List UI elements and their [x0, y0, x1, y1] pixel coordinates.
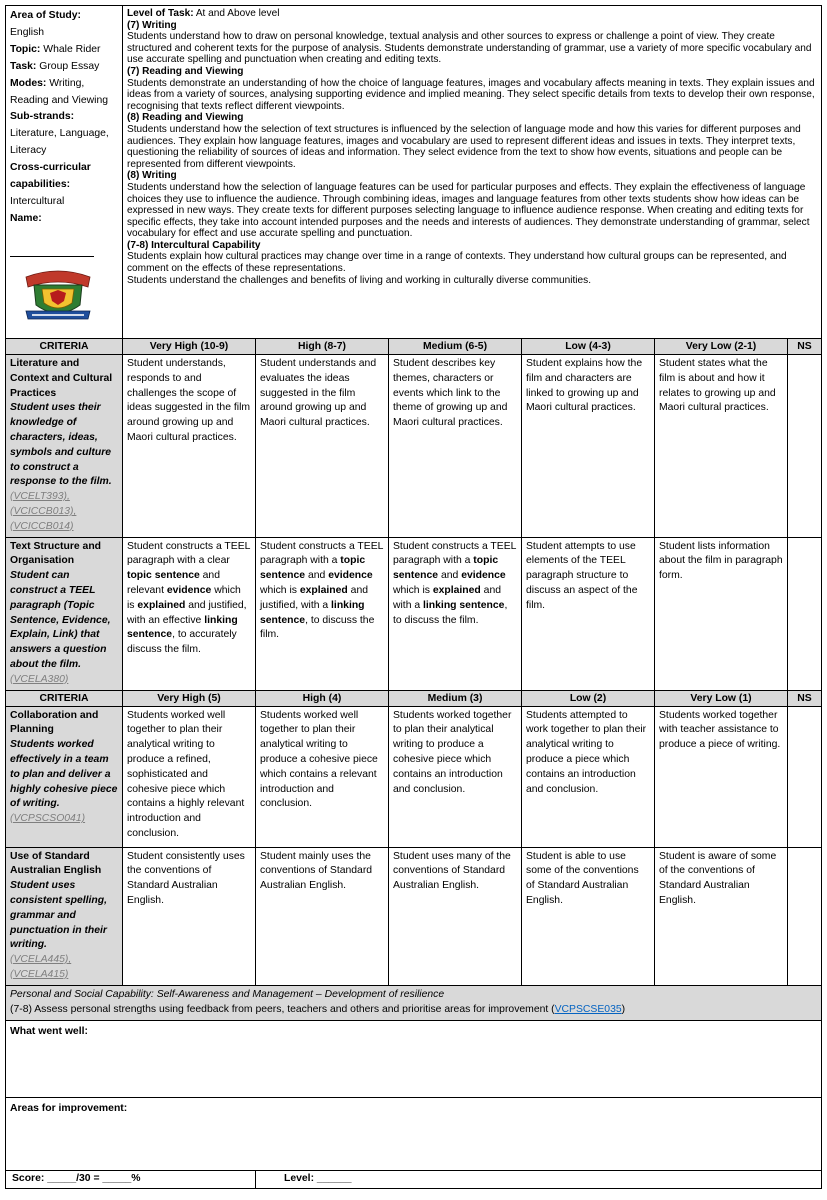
- criteria-description: Student can construct a TEEL paragraph (Topic Sentence, Evidence, Explain, Link) that answers a question about the film.: [10, 570, 111, 670]
- criteria-header-row-1: [6, 339, 822, 355]
- low-cell[interactable]: Student explains how the film and characters are linked to growing up and Maori cultural practices.: [522, 355, 655, 538]
- rubric-keyword: explained: [137, 599, 186, 611]
- rubric-text: , to accurately discuss the film.: [127, 629, 237, 656]
- rubric-keyword: explained: [432, 584, 481, 596]
- curriculum-code: (VCELA380): [10, 673, 69, 685]
- criteria-header: CRITERIA: [6, 690, 123, 706]
- topic-value: Whale Rider: [40, 43, 101, 55]
- rubric-text: which is: [260, 584, 300, 596]
- high-header: High (8-7): [256, 339, 389, 355]
- rubric-text: and with a: [393, 584, 502, 611]
- medium-header: Medium (6-5): [389, 339, 522, 355]
- ns-cell[interactable]: [788, 355, 822, 538]
- rubric-sheet: [5, 5, 821, 1189]
- modes-value: Writing, Reading and Viewing: [10, 77, 109, 106]
- medium-cell[interactable]: Student uses many of the conventions of Standard Australian English.: [389, 847, 522, 985]
- curriculum-code: (VCICCB013),: [10, 505, 77, 517]
- improvement-label: Areas for improvement:: [10, 1103, 128, 1115]
- section-8-reading-heading: (8) Reading and Viewing: [127, 112, 244, 124]
- section-8-reading-text: Students understand how the selection of text structures is influenced by the selection of language mode and how this varies for different purposes and audiences. They explain how language features, images and vocabulary are used to represent different ideas and issues in texts. They interpret texts, questioning the reliability of sources of ideas and information. They select evidence from the text to show how events, situations and people can be represented from different viewpoints.: [127, 123, 801, 170]
- high-cell[interactable]: [256, 537, 389, 690]
- rubric-text: and: [438, 570, 462, 582]
- rubric-text: and relevant: [127, 570, 220, 596]
- curriculum-link[interactable]: VCPSCSE035: [554, 1003, 622, 1015]
- very-high-cell[interactable]: Student consistently uses the conventions of Standard Australian English.: [123, 847, 256, 985]
- rubric-text: which is: [393, 584, 433, 596]
- level-cell[interactable]: Level: ______: [256, 1171, 822, 1189]
- high-cell[interactable]: Student understands and evaluates the ideas suggested in the film around growing up and Maori cultural practices.: [256, 355, 389, 538]
- table-row: [6, 355, 822, 538]
- intercultural-heading: (7-8) Intercultural Capability: [127, 239, 261, 251]
- substrands-value: Literature, Language, Literacy: [10, 128, 109, 157]
- rubric-keyword: topic sentence: [260, 555, 366, 582]
- level-of-task-panel: [123, 6, 822, 339]
- personal-capability-cell: [6, 985, 822, 1021]
- rubric-keyword: evidence: [166, 584, 212, 596]
- very-low-header: Very Low (1): [655, 690, 788, 706]
- low-cell[interactable]: Student is able to use some of the conventions of Standard Australian English.: [522, 847, 655, 985]
- criteria-cell: [6, 355, 123, 538]
- curriculum-code: (VCICCB014): [10, 520, 74, 532]
- very-low-cell[interactable]: Student lists information about the film in paragraph form.: [655, 537, 788, 690]
- curriculum-code: (VCELA445),: [10, 954, 72, 966]
- personal-capability-title: Personal and Social Capability: Self-Awareness and Management – Development of resilience: [10, 988, 445, 1000]
- score-cell[interactable]: Score: _____/30 = _____%: [6, 1171, 256, 1189]
- rubric-text: which is: [127, 584, 241, 611]
- low-cell[interactable]: Student attempts to use elements of the TEEL paragraph structure to discuss an aspect of the film.: [522, 537, 655, 690]
- personal-capability-body: (7-8) Assess personal strengths using feedback from peers, teachers and others and prioritise areas for improvement (: [10, 1003, 555, 1015]
- table-row: [6, 706, 822, 847]
- section-7-reading-text: Students demonstrate an understanding of how the choice of language features, images and vocabulary affects meaning in texts. They explain issues and ideas from a variety of sources, analysing supporting evidence and implied meaning. They select specific details from texts to develop their own response, recognising that texts reflect different viewpoints.: [127, 77, 815, 112]
- curriculum-code: (VCPSCSO041): [10, 813, 86, 825]
- ns-header: NS: [788, 690, 822, 706]
- section-7-reading-heading: (7) Reading and Viewing: [127, 65, 244, 77]
- high-header: High (4): [256, 690, 389, 706]
- medium-cell[interactable]: [389, 537, 522, 690]
- criteria-title: Text Structure and Organisation: [10, 540, 102, 567]
- cross-curricular-value: Intercultural: [10, 195, 65, 207]
- very-high-header: Very High (10-9): [123, 339, 256, 355]
- section-8-writing-text: Students understand how the selection of language features can be used for particular purposes and effects. They explain the effectiveness of language choices they use to influence the audience. Through combining ideas, images and language features from other texts students show how ideas can be expressed in new ways. They create texts for different purposes selecting language to influence audience response. When creating and editing texts for specific effects, they take into account intended purposes and the needs and interests of audiences. They demonstrate understanding of grammar, select vocabulary for effect and use accurate spelling and punctuation.: [127, 181, 810, 240]
- rubric-keyword: topic sentence: [393, 555, 499, 582]
- score-row: [6, 1171, 822, 1189]
- rubric-keyword: topic sentence: [127, 570, 200, 582]
- rubric-text: , to discuss the film.: [260, 614, 375, 641]
- criteria-description: Student uses their knowledge of characters, ideas, symbols and culture to construct a response to the film.: [10, 402, 112, 488]
- improvement-row: [6, 1098, 822, 1171]
- ns-cell[interactable]: [788, 537, 822, 690]
- topic-label: Topic:: [10, 43, 41, 55]
- rubric-keyword: evidence: [328, 570, 373, 582]
- info-row: [6, 6, 822, 339]
- name-input-line[interactable]: [10, 244, 94, 257]
- substrands-label: Sub-strands:: [10, 111, 75, 123]
- ns-cell[interactable]: [788, 706, 822, 847]
- name-label: Name:: [10, 212, 42, 224]
- went-well-row: [6, 1021, 822, 1098]
- section-8-writing-heading: (8) Writing: [127, 170, 177, 182]
- very-low-cell[interactable]: Student is aware of some of the conventions of Standard Australian English.: [655, 847, 788, 985]
- very-high-cell[interactable]: Student understands, responds to and challenges the scope of ideas suggested in the film around growing up and Maori cultural practices.: [123, 355, 256, 538]
- curriculum-code: (VCELA415): [10, 968, 69, 980]
- personal-capability-row: [6, 985, 822, 1021]
- went-well-cell[interactable]: [6, 1021, 822, 1098]
- criteria-cell: [6, 706, 123, 847]
- intercultural-text-2: Students understand the challenges and benefits of living and working in culturally diverse communities.: [127, 274, 592, 286]
- rubric-text: and: [305, 570, 329, 582]
- rubric-keyword: linking sentence: [127, 614, 238, 641]
- task-value: Group Essay: [36, 60, 100, 72]
- rubric-text: and justified, with a: [260, 584, 369, 611]
- rubric-text: Student constructs a TEEL paragraph with a clear: [127, 540, 251, 567]
- criteria-header: CRITERIA: [6, 339, 123, 355]
- closing-paren: ): [621, 1003, 626, 1015]
- criteria-title: Use of Standard Australian English: [10, 850, 102, 877]
- very-low-cell[interactable]: Students worked together with teacher assistance to produce a piece of writing.: [655, 706, 788, 847]
- medium-cell[interactable]: Students worked together to plan their analytical writing to produce a cohesive piece which contains an introduction and conclusion.: [389, 706, 522, 847]
- rubric-text: Student constructs a TEEL paragraph with a: [393, 540, 517, 567]
- level-label: Level of Task:: [127, 8, 194, 19]
- area-value: English: [10, 26, 45, 38]
- rubric-keyword: linking sentence: [260, 599, 365, 626]
- very-high-cell[interactable]: Students worked well together to plan their analytical writing to produce a refined, sophisticated and cohesive piece which contains a highly relevant introduction and conclusion.: [123, 706, 256, 847]
- ns-header: NS: [788, 339, 822, 355]
- rubric-text: Student constructs a TEEL paragraph with a: [260, 540, 384, 567]
- low-header: Low (2): [522, 690, 655, 706]
- rubric-text: and justified, with an effective: [127, 599, 247, 626]
- criteria-cell: [6, 537, 123, 690]
- table-row: [6, 537, 822, 690]
- cross-curricular-label: Cross-curricular capabilities:: [10, 162, 91, 191]
- high-cell[interactable]: Students worked well together to plan their analytical writing to produce a cohesive piece which contains a relevant introduction and conclusion.: [256, 706, 389, 847]
- improvement-cell[interactable]: [6, 1098, 822, 1171]
- modes-label: Modes:: [10, 77, 47, 89]
- rubric-keyword: linking sentence: [423, 599, 505, 611]
- high-cell[interactable]: Student mainly uses the conventions of Standard Australian English.: [256, 847, 389, 985]
- very-low-cell[interactable]: Student states what the film is about and how it relates to growing up and Maori cultural practices.: [655, 355, 788, 538]
- criteria-description: Students worked effectively in a team to plan and deliver a highly cohesive piece of writing.: [10, 739, 118, 810]
- section-7-writing-heading: (7) Writing: [127, 19, 177, 31]
- low-cell[interactable]: Students attempted to work together to plan their analytical writing to produce a piece which contains an introduction and conclusion.: [522, 706, 655, 847]
- rubric-text: , to discuss the film.: [393, 599, 508, 626]
- very-high-cell[interactable]: [123, 537, 256, 690]
- intercultural-text: Students explain how cultural practices may change over time in a range of contexts. They understand how cultural groups can be represented, and comment on the effects of these representations.: [127, 251, 787, 275]
- personal-capability-text: [10, 1003, 817, 1018]
- low-header: Low (4-3): [522, 339, 655, 355]
- task-label: Task:: [10, 60, 37, 72]
- rubric-table: [5, 5, 822, 1189]
- criteria-description: Student uses consistent spelling, grammar and punctuation in their writing.: [10, 880, 107, 951]
- curriculum-code: (VCELT393),: [10, 491, 70, 503]
- criteria-cell: [6, 847, 123, 985]
- criteria-title: Collaboration and Planning: [10, 709, 99, 736]
- very-low-header: Very Low (2-1): [655, 339, 788, 355]
- medium-cell[interactable]: Student describes key themes, characters or events which link to the theme of growing up and Maori cultural practices.: [389, 355, 522, 538]
- task-info-panel: [6, 6, 123, 339]
- rubric-keyword: evidence: [461, 570, 506, 582]
- medium-header: Medium (3): [389, 690, 522, 706]
- ns-cell[interactable]: [788, 847, 822, 985]
- table-row: [6, 847, 822, 985]
- level-value: At and Above level: [193, 8, 280, 19]
- criteria-title: Literature and Context and Cultural Practices: [10, 358, 113, 399]
- school-crest-logo-icon: [20, 267, 96, 323]
- area-label: Area of Study:: [10, 10, 82, 21]
- rubric-keyword: explained: [299, 584, 348, 596]
- section-7-writing-text: Students understand how to draw on personal knowledge, textual analysis and other sources to express or challenge a point of view. They create structured and coherent texts for the purpose of analysis. Students demonstrate understanding of grammar, use a variety of more specific vocabulary and use accurate spelling and punctuation when creating and editing texts.: [127, 31, 812, 66]
- criteria-header-row-2: [6, 690, 822, 706]
- very-high-header: Very High (5): [123, 690, 256, 706]
- went-well-label: What went well:: [10, 1026, 88, 1038]
